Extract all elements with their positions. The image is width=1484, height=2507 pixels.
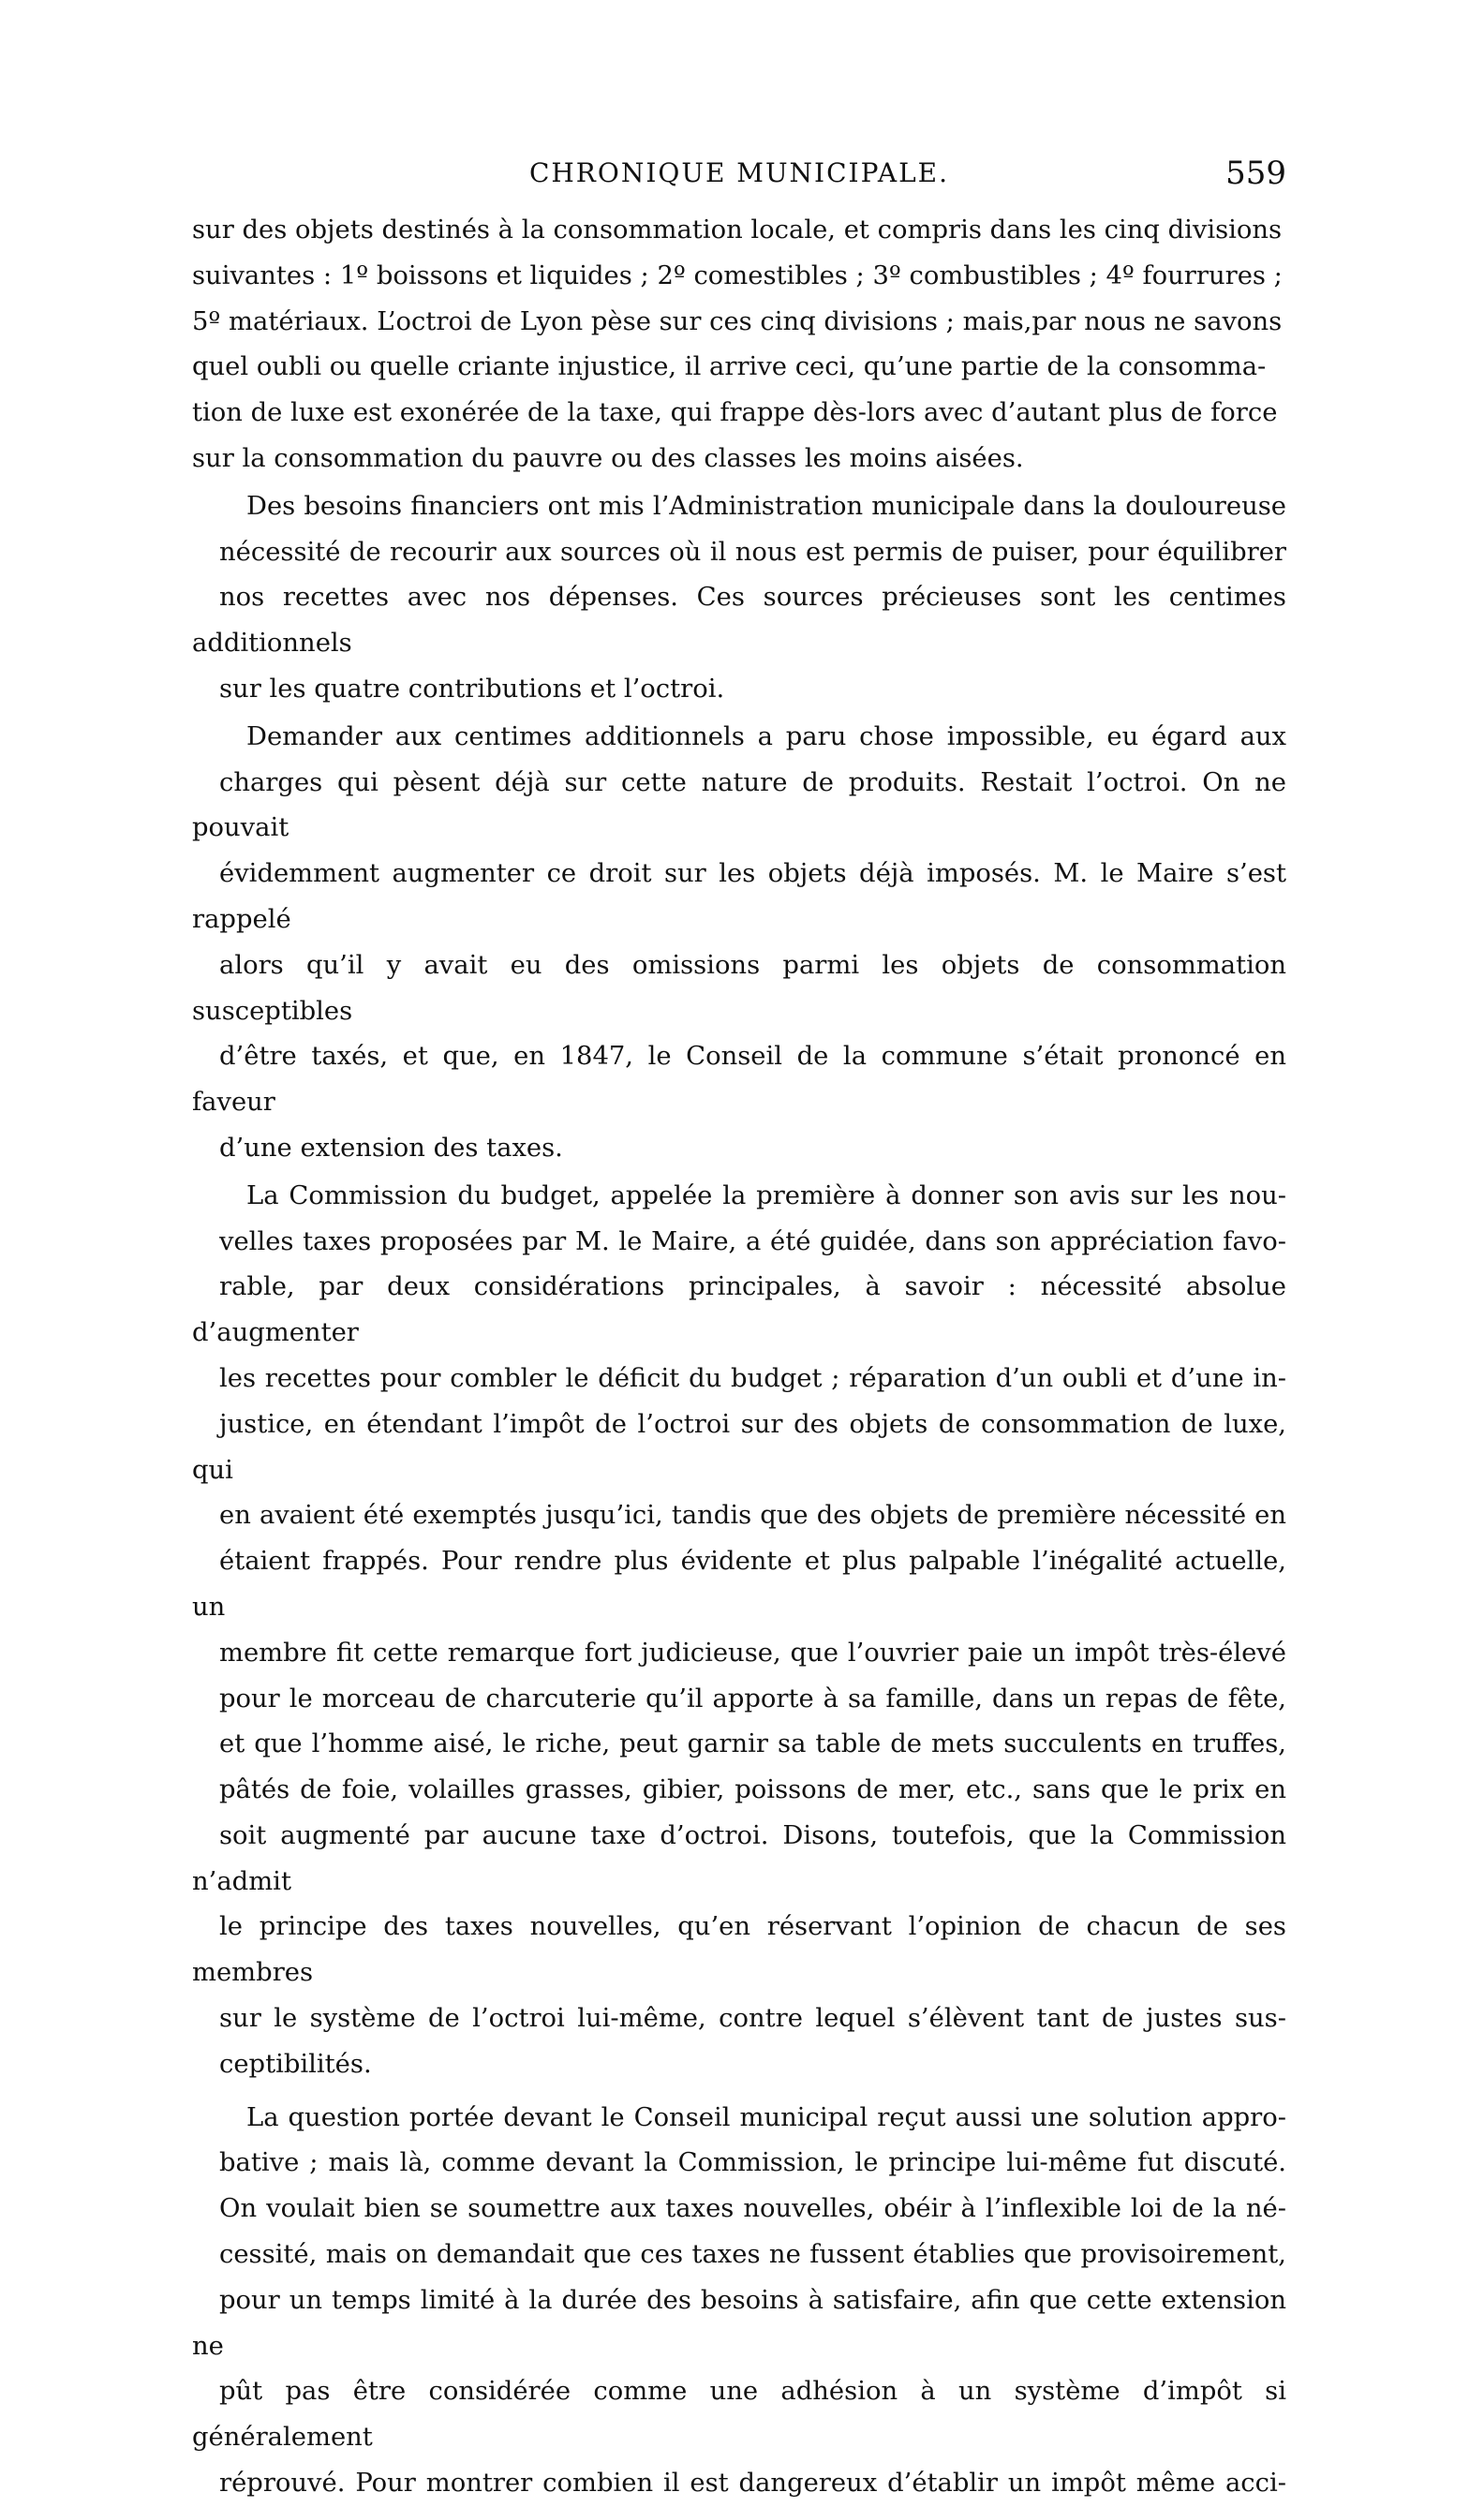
- paragraph-2: [192, 484, 1286, 713]
- text-line: étaient frappés. Pour rendre plus évidente et plus palpable l’inégalité actuelle, un: [192, 1547, 1286, 1622]
- text-line: quel oubli ou quelle criante injustice, il arrive ceci, qu’une partie de la consomma-: [192, 352, 1267, 382]
- body-text: [192, 208, 1286, 2507]
- text-line: charges qui pèsent déjà sur cette nature de produits. Restait l’octroi. On ne pouvait: [192, 767, 1286, 843]
- text-line: Demander aux centimes additionnels a paru chose impossible, eu égard aux: [246, 721, 1286, 751]
- text-line: pour un temps limité à la durée des besoins à satisfaire, afin que cette extension ne: [192, 2285, 1286, 2361]
- running-head: [192, 155, 1286, 192]
- text-line: évidemment augmenter ce droit sur les objets déjà imposés. M. le Maire s’est rappelé: [192, 859, 1286, 934]
- text-line: d’être taxés, et que, en 1847, le Conseil de la commune s’était prononcé en faveur: [192, 1042, 1286, 1118]
- paragraph-4: [192, 1174, 1286, 2088]
- text-line: 5º matériaux. L’octroi de Lyon pèse sur ces cinq divisions ; mais,par nous ne savons: [192, 306, 1283, 336]
- text-line: Des besoins financiers ont mis l’Administration municipale dans la douloureuse: [246, 491, 1286, 521]
- text-line: La Commission du budget, appelée la première à donner son avis sur les nou-: [246, 1180, 1286, 1210]
- text-line: en avaient été exemptés jusqu’ici, tandis que des objets de première nécessité en: [219, 1501, 1286, 1531]
- paragraph-5: [192, 2096, 1286, 2507]
- text-line: les recettes pour combler le déficit du budget ; réparation d’un oubli et d’une in-: [219, 1363, 1286, 1393]
- text-line: sur la consommation du pauvre ou des classes les moins aisées.: [192, 443, 1024, 473]
- text-line: cessité, mais on demandait que ces taxes ne fussent établies que provisoirement,: [219, 2240, 1286, 2270]
- text-line: pût pas être considérée comme une adhésion à un système d’impôt si généralement: [192, 2377, 1286, 2453]
- text-line: velles taxes proposées par M. le Maire, a été guidée, dans son appréciation favo-: [219, 1226, 1286, 1256]
- page-number: 559: [1225, 155, 1286, 192]
- text-line: pâtés de foie, volailles grasses, gibier, poissons de mer, etc., sans que le prix en: [219, 1775, 1286, 1805]
- text-line: sur les quatre contributions et l’octroi.: [219, 674, 725, 704]
- text-line: le principe des taxes nouvelles, qu’en réservant l’opinion de chacun de ses membres: [192, 1912, 1286, 1988]
- text-line: réprouvé. Pour montrer combien il est dangereux d’établir un impôt même acci-: [219, 2469, 1286, 2499]
- text-line: pour le morceau de charcuterie qu’il apporte à sa famille, dans un repas de fête,: [219, 1684, 1286, 1713]
- text-line: membre fit cette remarque fort judicieuse, que l’ouvrier paie un impôt très-élevé: [219, 1638, 1286, 1668]
- text-line: alors qu’il y avait eu des omissions parmi les objets de consommation susceptibles: [192, 950, 1286, 1026]
- text-line: On voulait bien se soumettre aux taxes nouvelles, obéir à l’inflexible loi de la né-: [219, 2194, 1286, 2224]
- text-line: La question portée devant le Conseil municipal reçut aussi une solution appro-: [246, 2102, 1286, 2132]
- text-line: sur des objets destinés à la consommation locale, et compris dans les cinq divisions: [192, 215, 1283, 245]
- text-line: bative ; mais là, comme devant la Commission, le principe lui-même fut discuté.: [219, 2148, 1286, 2178]
- text-line: soit augmenté par aucune taxe d’octroi. Disons, toutefois, que la Commission n’admit: [192, 1820, 1286, 1896]
- text-line: suivantes : 1º boissons et liquides ; 2º comestibles ; 3º combustibles ; 4º fourrures ;: [192, 260, 1283, 290]
- text-line: justice, en étendant l’impôt de l’octroi sur des objets de consommation de luxe, qui: [192, 1409, 1286, 1485]
- text-line: nécessité de recourir aux sources où il nous est permis de puiser, pour équilibrer: [219, 537, 1286, 567]
- text-line: d’une extension des taxes.: [219, 1133, 563, 1163]
- paragraph-3: [192, 715, 1286, 1172]
- text-line: tion de luxe est exonérée de la taxe, qui frappe dès-lors avec d’autant plus de force: [192, 398, 1278, 428]
- text-line: rable, par deux considérations principales, à savoir : nécessité absolue d’augmenter: [192, 1272, 1286, 1348]
- text-line: sur le système de l’octroi lui-même, contre lequel s’élèvent tant de justes sus-: [219, 2004, 1286, 2034]
- running-title: CHRONIQUE MUNICIPALE.: [528, 157, 950, 188]
- text-line: et que l’homme aisé, le riche, peut garnir sa table de mets succulents en truffes,: [219, 1729, 1286, 1759]
- text-line: nos recettes avec nos dépenses. Ces sources précieuses sont les centimes additionnels: [192, 583, 1286, 659]
- text-line: ceptibilités.: [219, 2049, 372, 2079]
- paragraph-1: [192, 208, 1286, 482]
